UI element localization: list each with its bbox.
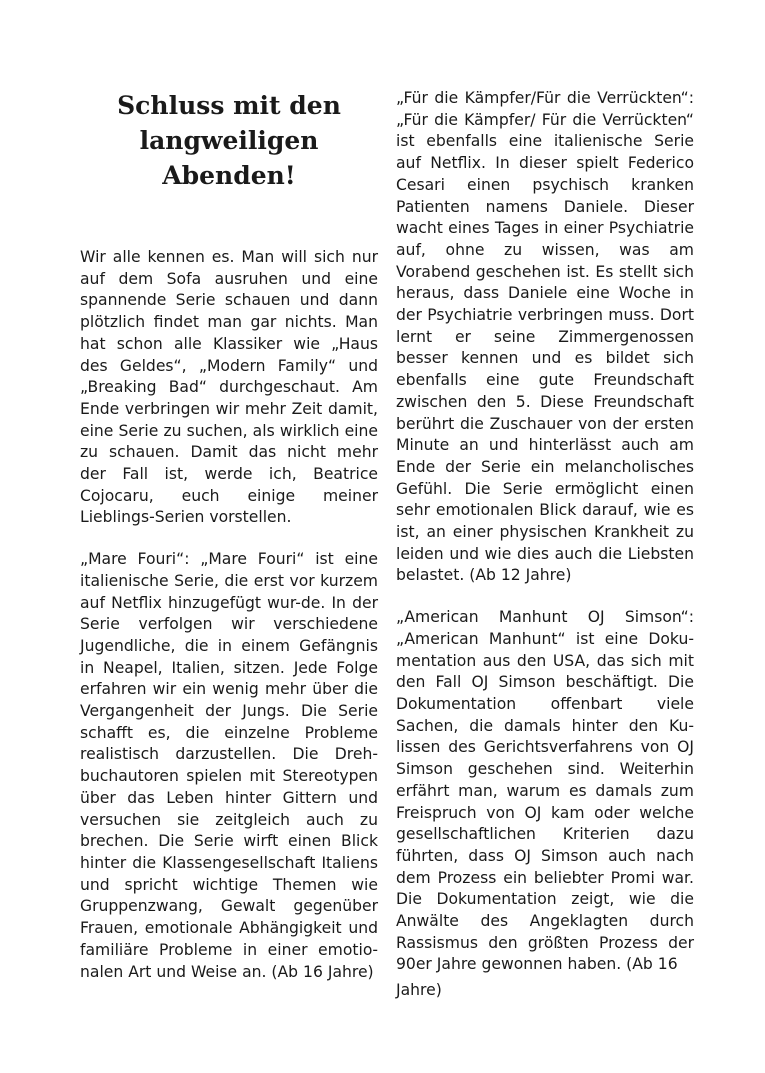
manhunt-paragraph-end: Jahre) [396, 981, 442, 1000]
article-title: Schluss mit den langweiligen Abenden! [117, 91, 341, 190]
left-column [80, 88, 378, 983]
manhunt-paragraph: „American Manhunt OJ Simson“: „American Manhunt“ ist eine Dokumentation aus den USA, das sich mit den Fall OJ Simson beschäftigt. Die Dokumentation offenbart viele Sachen, die damals hinter den Kulissen des Gerichtsverfahrens von OJ Simson geschehen sind. Weiterhin erfährt man, warum es damals zum Freispruch von OJ kam oder welche gesellschaftlichen Kriterien dazu führten, dass OJ Simson auch nach dem Prozess ein beliebter Promi war. Die Dokumentation zeigt, wie die Anwälte des Angeklagten durch Rassismus den größten Prozess der 90er Jahre gewonnen haben. (Ab 16 [396, 608, 694, 974]
intro-paragraph: Wir alle kennen es. Man will sich nur auf dem Sofa ausruhen und eine spannende Serie schauen und dann plötzlich findet man gar nichts. Man hat schon alle Klassiker wie „Haus des Geldes“, „Modern Family“ und „Breaking Bad“ durchgeschaut. Am Ende verbringen wir mehr Zeit damit, eine Serie zu suchen, als wirklich eine zu schauen. Damit das nicht mehr der Fall ist, werde ich, Beatrice Cojocaru, euch einige meiner Lieblings-Serien vorstellen. [80, 248, 378, 527]
mare-fouri-paragraph: „Mare Fouri“: „Mare Fouri“ ist eine italienische Serie, die erst vor kurzem auf Netflix hinzugefügt wur-de. In der Serie verfolgen wir verschiedene Jugendliche, die in einem Gefängnis in Neapel, Italien, sitzen. Jede Folge erfahren wir ein wenig mehr über die Vergangenheit der Jungs. Die Serie schafft es, die einzelne Probleme realistisch darzustellen. Die Drehbuchautoren spielen mit Stereotypen über das Leben hinter Gittern und versuchen sie zeitgleich auch zu brechen. Die Serie wirft einen Blick hinter die Klassengesellschaft Italiens und spricht wichtige Themen wie Gruppenzwang, Gewalt gegenüber Frauen, emotionale Abhängigkeit und familiäre Probleme in einer emotionalen Art und Weise an. (Ab 16 Jahre) [80, 550, 378, 981]
right-column [396, 88, 694, 1002]
kaempfer-paragraph: „Für die Kämpfer/Für die Verrückten“: „Für die Kämpfer/ Für die Verrückten“ ist ebenfalls eine italienische Serie auf Netflix. In dieser spielt Federico Cesari einen psychisch kranken Patienten namens Daniele. Dieser wacht eines Tages in einer Psychiatrie auf, ohne zu wissen, was am Vorabend geschehen ist. Es stellt sich heraus, dass Daniele eine Woche in der Psychiatrie verbringen muss. Dort lernt er seine Zimmergenossen besser kennen und es bildet sich ebenfalls eine gute Freundschaft zwischen den 5. Diese Freundschaft berührt die Zuschauer von der ersten Minute an und hinterlässt auch am Ende der Serie ein melancholisches Gefühl. Die Serie ermöglicht einen sehr emotionalen Blick darauf, wie es ist, an einer physischen Krankheit zu leiden und wie dies auch die Liebsten belastet. (Ab 12 Jahre) [396, 89, 694, 585]
